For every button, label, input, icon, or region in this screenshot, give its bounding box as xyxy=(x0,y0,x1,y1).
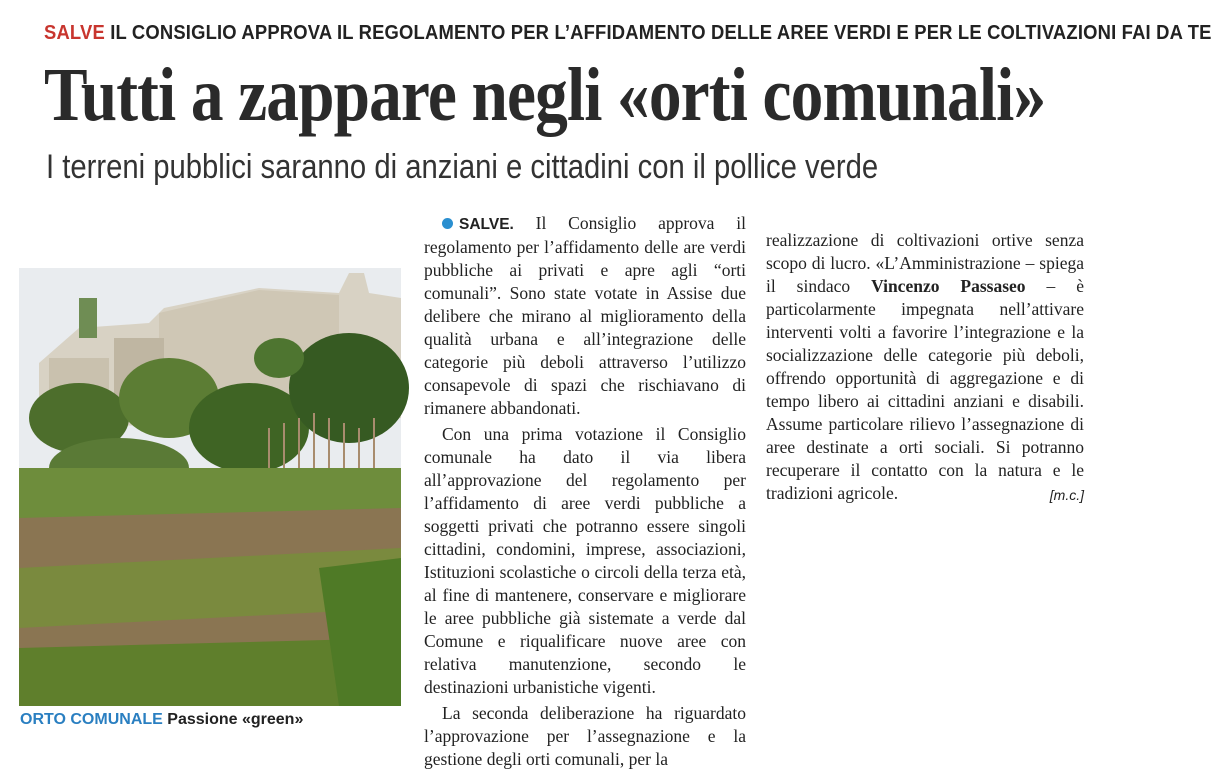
article-column-2 xyxy=(766,229,1084,507)
paragraph-1 xyxy=(424,212,746,420)
photo-caption xyxy=(20,711,303,729)
kicker-location: SALVE xyxy=(44,22,105,44)
bullet-icon xyxy=(442,218,453,229)
paragraph-1-text: Il Consiglio approva il regolamento per l’affidamento delle are verdi pubbliche ai privati e apre agli “orti comunali”. Sono state votate in Assise due delibere che mirano al miglioramento della qualità urbana e all’integrazione delle categorie più deboli attraverso l’utilizzo consapevole di spazi che rischiavano di rimanere abbandonati. xyxy=(424,213,746,418)
caption-text: Passione «green» xyxy=(167,711,304,728)
garden-photo-illustration xyxy=(19,268,401,706)
kicker-text: IL CONSIGLIO APPROVA IL REGOLAMENTO PER L’AFFIDAMENTO DELLE AREE VERDI E PER LE COLTIVAZIONI FAI DA TE xyxy=(110,22,1212,44)
mayor-name: Vincenzo Passaseo xyxy=(871,276,1026,296)
lead-location: SALVE. xyxy=(459,216,514,233)
kicker xyxy=(44,22,1212,45)
caption-label: ORTO COMUNALE xyxy=(20,711,163,728)
subhead: I terreni pubblici saranno di anziani e cittadini con il pollice verde xyxy=(46,148,879,186)
headline: Tutti a zappare negli «orti comunali» xyxy=(44,53,1046,137)
paragraph-3: La seconda deliberazione ha riguardato l’approvazione per l’assegnazione e la gestione degli orti comunali, per la xyxy=(424,703,746,769)
paragraph-4-text-b: – è particolarmente impegnata nell’attivare interventi volti a favorire l’integrazione e la socializzazione delle categorie più deboli, offrendo opportunità di aggregazione e di tempo libero ai cittadini anziani e disabili. Assume particolare rilievo l’assegnazione di aree destinate a orti sociali. Si potranno recuperare il contatto con la natura e le tradizioni agricole. xyxy=(766,276,1084,503)
paragraph-4 xyxy=(766,229,1084,505)
garden-photo xyxy=(19,268,401,706)
article-column-1 xyxy=(424,212,746,771)
paragraph-2: Con una prima votazione il Consiglio comunale ha dato il via libera all’approvazione del regolamento per l’affidamento di aree verdi pubbliche a soggetti privati che potranno essere singoli cittadini, condomini, imprese, associazioni, Istituzioni scolastiche o circoli della terza età, al fine di mantenere, conservare e migliorare le aree pubbliche già sistemate a verde dal Comune e riqualificare nuove aree con relativa manutenzione, secondo le destinazioni urbanistiche vigenti. xyxy=(424,424,746,697)
author-signature: [m.c.] xyxy=(1049,487,1084,503)
paragraph-4-text-a: realizzazione di coltivazioni ortive senza scopo di lucro. «L’Amministrazione – spiega il sindaco xyxy=(766,230,1084,296)
